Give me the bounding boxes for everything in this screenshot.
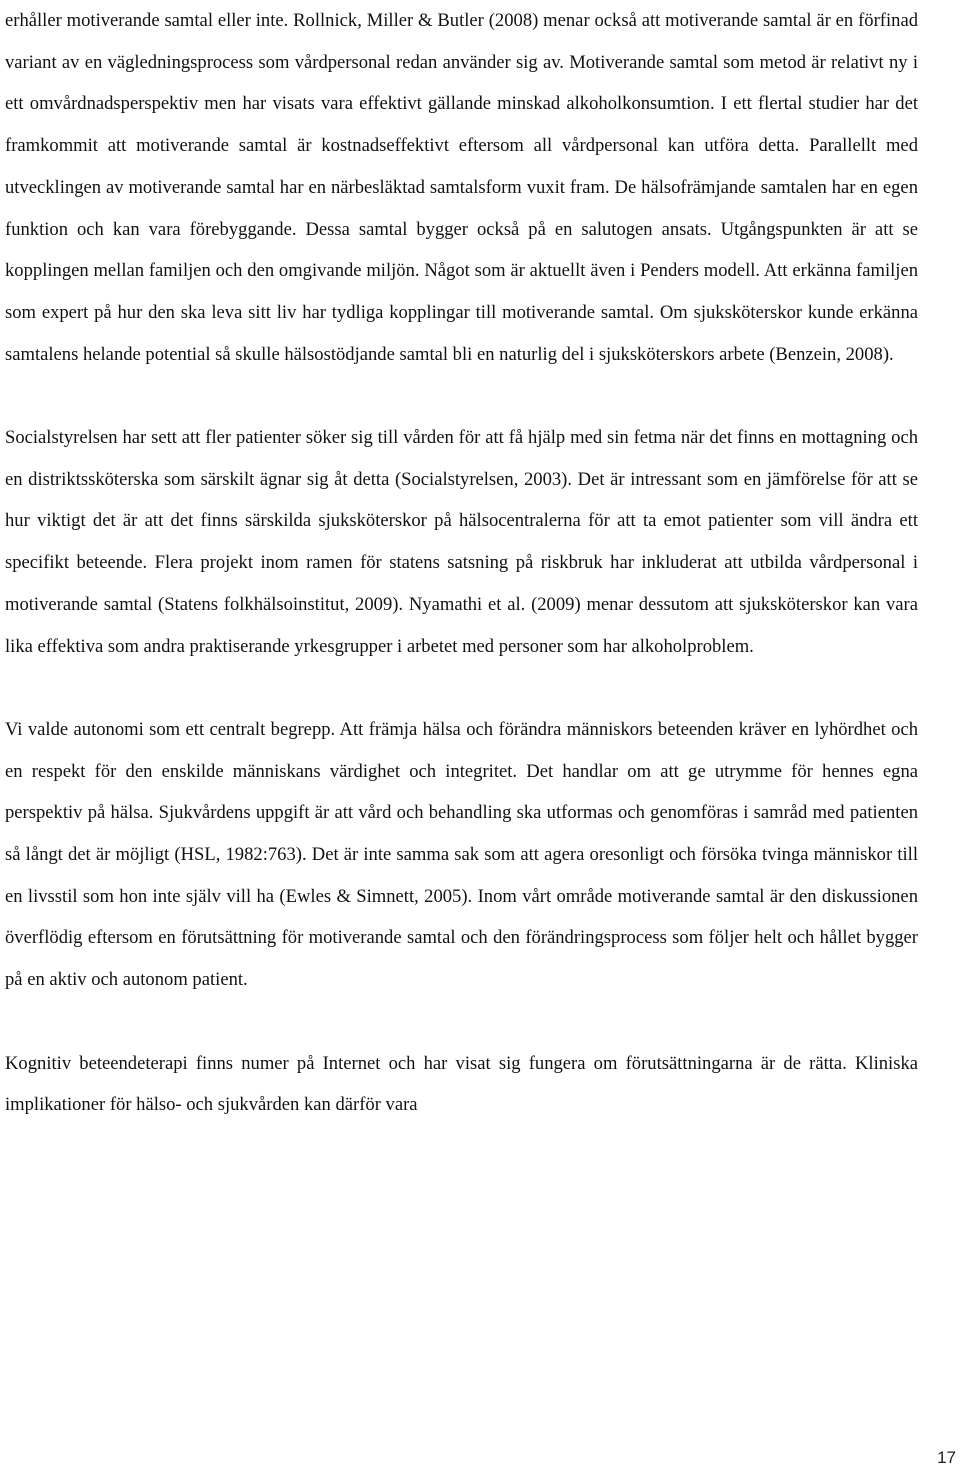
paragraph-autonomi: Vi valde autonomi som ett centralt begrepp. Att främja hälsa och förändra människors beteenden kräver en lyhördhet och en respekt för den enskilde människans värdighet och integritet. Det handlar om att ge utrymme för hennes egna perspektiv på hälsa. Sjukvårdens uppgift är att vård och behandling ska utformas och genomföras i samråd med patienten så långt det är möjligt (HSL, 1982:763). Det är inte samma sak som att agera oresonligt och försöka tvinga människor till en livsstil som hon inte själv vill ha (Ewles & Simnett, 2005). Inom vårt område motiverande samtal är den diskussionen överflödig eftersom en förutsättning för motiverande samtal och den förändringsprocess som följer helt och hållet bygger på en aktiv och autonom patient. [5,718,918,991]
paragraph-socialstyrelsen: Socialstyrelsen har sett att fler patienter söker sig till vården för att få hjälp med sin fetma när det finns en mottagning och en distriktssköterska som särskilt ägnar sig åt detta (Socialstyrelsen, 2003). Det är intressant som en jämförelse för att se hur viktigt det är att det finns särskilda sjuksköterskor på hälsocentralerna för att ta emot patienter som vill ändra ett specifikt beteende. Flera projekt inom ramen för statens satsning på riskbruk har inkluderat att utbilda vårdpersonal i motiverande samtal (Statens folkhälsoinstitut, 2009). Nyamathi et al. (2009) menar dessutom att sjuksköterskor kan vara lika effektiva som andra praktiserande yrkesgrupper i arbetet med personer som har alkoholproblem. [5,427,918,657]
paragraph-motiverande-samtal: erhåller motiverande samtal eller inte. Rollnick, Miller & Butler (2008) menar också att motiverande samtal är en förfinad variant av en vägledningsprocess som vårdpersonal redan använder sig av. Motiverande samtal som metod är relativt ny i ett omvårdnadsperspektiv men har visats vara effektivt gällande minskad alkoholkonsumtion. I ett flertal studier har det framkommit att motiverande samtal är kostnadseffektivt eftersom all vårdpersonal kan utföra detta. Parallellt med utvecklingen av motiverande samtal har en närbesläktad samtalsform vuxit fram. De hälsofrämjande samtalen har en egen funktion och kan vara förebyggande. Dessa samtal bygger också på en salutogen ansats. Utgångspunkten är att se kopplingen mellan familjen och den omgivande miljön. Något som är aktuellt även i Penders modell. Att erkänna familjen som expert på hur den ska leva sitt liv har tydliga kopplingar till motiverande samtal. Om sjuksköterskor kunde erkänna samtalens helande potential så skulle hälsostödjande samtal bli en naturlig del i sjuksköterskors arbete (Benzein, 2008). [5,10,918,365]
body-text [5,0,918,1126]
page-number: 17 [937,1448,956,1467]
paragraph-kognitiv-beteendeterapi: Kognitiv beteendeterapi finns numer på Internet och har visat sig fungera om förutsättningarna är de rätta. Kliniska implikationer för hälso- och sjukvården kan därför vara [5,1052,918,1116]
